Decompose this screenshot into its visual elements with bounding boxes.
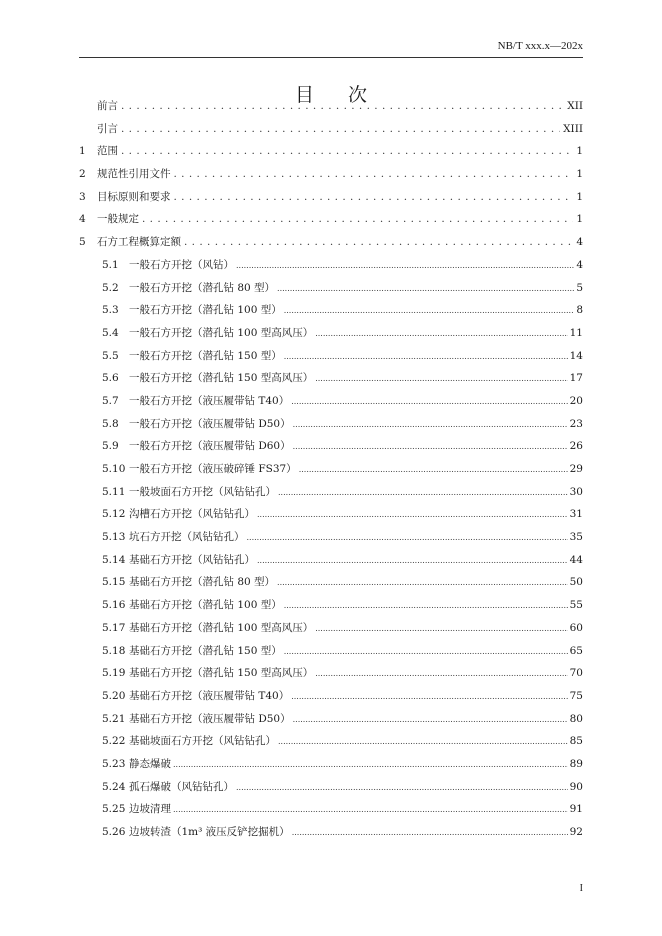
toc-entry-number: 1 [79,145,86,158]
toc-entry-title: 基础石方开挖（潜孔钻 150 型高风压） [129,667,314,680]
toc-entry-number: 5.25 [102,803,126,816]
toc-entry-page: 44 [569,553,583,566]
toc-entry[interactable] [79,733,583,756]
toc-entry[interactable] [79,302,583,325]
toc-entry-page: 92 [569,826,583,838]
toc-entry[interactable] [79,506,583,529]
toc-entry-title: 孤石爆破（风钻钻孔） [129,780,234,793]
dot-leader [315,372,567,384]
toc-entry-title: 边坡清理 [129,803,171,816]
toc-entry-number: 5.19 [102,667,126,680]
toc-entry-number: 5.15 [102,576,126,589]
toc-entry-page: 23 [569,417,583,430]
toc-entry-title: 一般石方开挖（液压履带钻 D50） [129,417,291,430]
dot-leader [293,440,568,452]
toc-entry[interactable] [79,574,583,597]
toc-entry-number: 5.24 [102,780,126,793]
toc-entry-number: 2 [79,168,86,181]
dot-leader [174,191,574,203]
toc-entry-page: 4 [576,258,583,271]
toc-entry[interactable] [79,234,583,257]
dot-leader [284,350,568,362]
dot-leader [277,282,574,294]
toc-entry-number: 5.10 [102,463,126,475]
toc-entry[interactable] [79,211,583,234]
toc-entry-page: 29 [569,463,583,475]
dot-leader [121,123,560,135]
toc-entry-number: 5.4 [102,326,119,339]
dot-leader [174,168,574,180]
dot-leader [142,213,573,225]
toc-entry-page: 26 [569,440,583,453]
toc-entry-title: 基础石方开挖（潜孔钻 80 型） [129,576,276,589]
toc-entry-number: 5.20 [102,689,126,702]
dot-leader [292,826,568,838]
toc-entry[interactable] [79,189,583,212]
toc-entry-title: 规范性引用文件 [97,168,171,181]
toc-entry-title: 基础石方开挖（液压履带钻 D50） [129,712,291,725]
dot-leader [284,599,568,611]
dot-leader [291,395,567,407]
toc-entry[interactable] [79,393,583,416]
toc-entry[interactable] [79,416,583,439]
toc-entry[interactable] [79,552,583,575]
header-rule [79,57,583,58]
toc-entry-page: 5 [576,281,583,294]
toc-entry[interactable] [79,597,583,620]
toc-entry-title: 沟槽石方开挖（风钻钻孔） [129,508,255,521]
toc-entry-title: 一般坡面石方开挖（风钻钻孔） [129,485,276,498]
dot-leader [284,304,575,316]
toc-entry-number: 5.6 [102,372,119,385]
toc-entry[interactable] [79,665,583,688]
toc-entry[interactable] [79,438,583,461]
dot-leader [299,463,568,475]
toc-entry-title: 前言 [97,100,118,112]
toc-entry-page: 60 [569,621,583,634]
toc-entry-title: 目标原则和要求 [97,190,171,203]
toc-entry[interactable] [79,620,583,643]
toc-entry-number: 5.8 [102,417,119,430]
toc-entry-title: 石方工程概算定额 [97,236,181,249]
toc-entry-title: 引言 [97,122,118,135]
toc-entry-page: 14 [569,349,583,362]
toc-entry-page: 90 [569,780,583,793]
dot-leader [293,713,568,725]
toc-entry-number: 5.23 [102,757,126,770]
toc-entry-page: 35 [569,531,583,544]
toc-entry-title: 一般石方开挖（潜孔钻 150 型高风压） [129,372,314,385]
toc-entry[interactable] [79,98,583,121]
toc-entry-number: 5.17 [102,621,126,634]
toc-entry-page: XII [567,100,583,112]
dot-leader [173,758,568,770]
toc-entry-number: 5.16 [102,599,126,612]
toc-entry[interactable] [79,325,583,348]
toc-entry-page: 89 [569,757,583,770]
toc-entry-page: 55 [569,599,583,612]
toc-entry[interactable] [79,529,583,552]
toc-entry-page: 4 [576,236,583,249]
toc-entry[interactable] [79,121,583,144]
toc-entry-number: 5.14 [102,553,126,566]
toc-entry[interactable] [79,711,583,734]
toc-entry-number: 4 [79,213,86,226]
toc-entry-title: 一般石方开挖（风钻） [129,258,234,271]
toc-entry-number: 5.18 [102,644,126,657]
dot-leader [257,554,568,566]
toc-entry-number: 5.1 [102,258,119,271]
toc-entry-number: 5.21 [102,712,126,725]
toc-entry-title: 基础石方开挖（液压履带钻 T40） [129,689,290,702]
toc-entry-title: 基础石方开挖（风钻钻孔） [129,553,255,566]
toc-entry[interactable] [79,348,583,371]
toc-entry-title: 一般石方开挖（潜孔钻 80 型） [129,281,276,294]
toc-entry-title: 基础石方开挖（潜孔钻 150 型） [129,644,282,657]
dot-leader [236,259,574,271]
toc-entry[interactable] [79,461,583,484]
toc-entry-number: 5.12 [102,508,126,521]
toc-entry[interactable] [79,370,583,393]
toc-entry-title: 一般石方开挖（液压履带钻 D60） [129,440,291,453]
toc-entry-title: 基础石方开挖（潜孔钻 100 型高风压） [129,621,314,634]
toc-entry[interactable] [79,801,583,824]
toc-entry-number: 5.2 [102,281,119,294]
toc-entry-page: 1 [576,213,583,226]
dot-leader [184,236,573,248]
toc-entry-title: 边坡转渣（1m³ 液压反铲挖掘机） [129,826,290,838]
toc-entry-number: 5.3 [102,304,119,317]
toc-entry-number: 5.11 [102,485,126,498]
toc-entry-number: 5.26 [102,826,126,838]
toc-entry-page: 1 [576,145,583,158]
toc-entry[interactable] [79,688,583,711]
toc-entry[interactable] [79,166,583,189]
toc-entry-number: 5.9 [102,440,119,453]
toc-entry-number: 3 [79,190,86,203]
toc-entry[interactable] [79,779,583,802]
toc-entry-number: 5.5 [102,349,119,362]
toc-entry-number: 5.22 [102,735,126,748]
toc-entry[interactable] [79,484,583,507]
dot-leader [121,145,573,157]
page-number: I [579,883,583,894]
dot-leader [236,781,568,793]
doc-code-header: NB/T xxx.x—202x [497,40,583,52]
dot-leader [284,645,568,657]
toc-entry-page: 11 [569,326,583,339]
toc-entry-title: 基础石方开挖（潜孔钻 100 型） [129,599,282,612]
toc-entry-page: XIII [563,122,583,135]
dot-leader [121,100,564,112]
toc-entry-title: 范围 [97,145,118,158]
toc-entry[interactable] [79,143,583,166]
dot-leader [315,327,567,339]
toc-entry-title: 一般石方开挖（潜孔钻 150 型） [129,349,282,362]
toc-entry-title: 一般石方开挖（液压履带钻 T40） [129,394,290,407]
toc-entry[interactable] [79,824,583,847]
dot-leader [173,803,568,815]
toc-entry-page: 75 [569,689,583,702]
dot-leader [278,486,568,498]
toc-entry-title: 一般石方开挖（潜孔钻 100 型） [129,304,282,317]
toc-entry-page: 50 [569,576,583,589]
toc-entry-page: 17 [569,372,583,385]
toc-entry[interactable] [79,756,583,779]
toc-entry-page: 70 [569,667,583,680]
dot-leader [278,735,568,747]
toc-entry-page: 80 [569,712,583,725]
toc-entry-title: 一般石方开挖（液压破碎锤 FS37） [129,463,297,475]
toc-entry-page: 85 [569,735,583,748]
dot-leader [277,576,568,588]
toc-entry-title: 一般石方开挖（潜孔钻 100 型高风压） [129,326,314,339]
dot-leader [247,531,568,543]
toc-entry-title: 坑石方开挖（风钻钻孔） [129,531,245,544]
toc-entry-page: 8 [576,304,583,317]
toc-entry-number: 5.7 [102,394,119,407]
toc-entry[interactable] [79,280,583,303]
toc-entry-page: 31 [569,508,583,521]
toc-entry-page: 20 [569,394,583,407]
dot-leader [315,667,567,679]
toc-entry-page: 65 [569,644,583,657]
toc-entry-title: 基础坡面石方开挖（风钻钻孔） [129,735,276,748]
toc-entry[interactable] [79,257,583,280]
dot-leader [291,690,567,702]
toc-entry-page: 91 [569,803,583,816]
toc-entry[interactable] [79,643,583,666]
toc-entry-page: 30 [569,485,583,498]
toc-entry-page: 1 [576,190,583,203]
toc-entry-title: 一般规定 [97,213,139,226]
toc-entry-title: 静态爆破 [129,757,171,770]
dot-leader [293,418,568,430]
toc-entry-page: 1 [576,168,583,181]
dot-leader [257,508,568,520]
page-title: 目 次 [294,84,382,106]
toc-entry-number: 5.13 [102,531,126,544]
table-of-contents [79,98,583,847]
dot-leader [315,622,567,634]
toc-entry-number: 5 [79,236,86,249]
